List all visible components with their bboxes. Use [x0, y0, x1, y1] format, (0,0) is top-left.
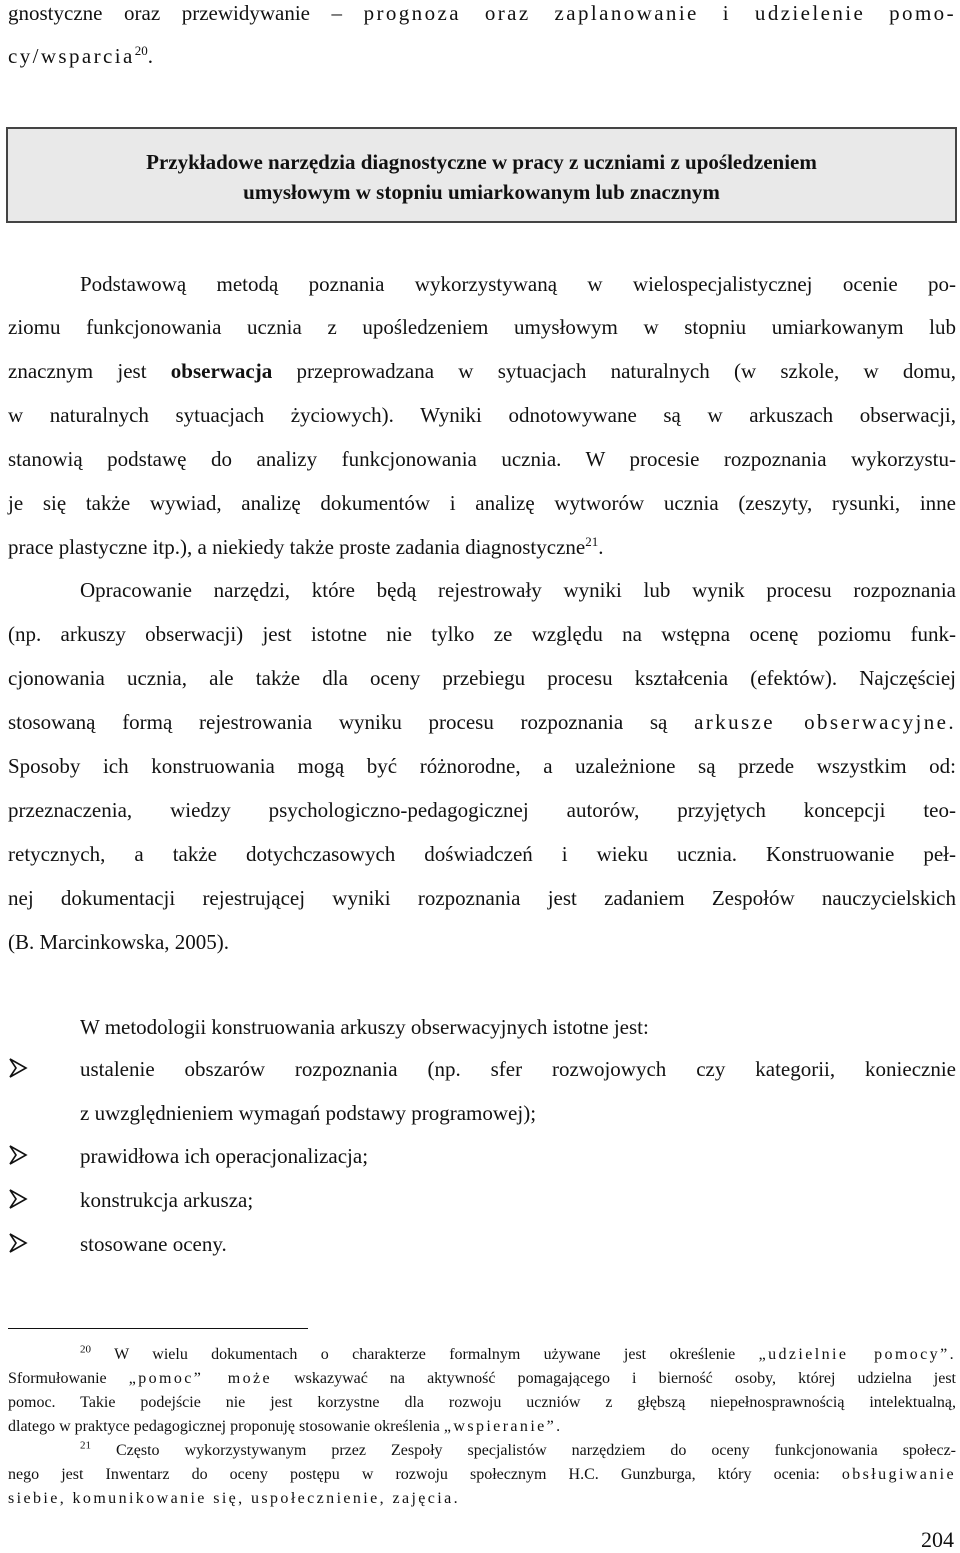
footnote-21-line-2-b: obsługiwanie	[841, 1466, 956, 1483]
para2-line-2: (np. arkuszy obserwacji) jest istotne nie tylko ze względu na wstępna ocenę poziomu funk-	[8, 622, 956, 646]
para1-line-7-end: .	[598, 535, 604, 559]
top-line-2	[8, 43, 956, 69]
footnote-20-line-2-a: Sformułowanie	[8, 1370, 129, 1387]
footnote-20-line-1	[80, 1344, 956, 1366]
top-line-1-text: gnostyczne oraz przewidywanie –	[8, 1, 364, 25]
arrowhead-bullet-icon	[8, 1231, 28, 1255]
footnote-21-number: 21	[80, 1439, 91, 1452]
footnote-20-line-1-a: W wielu dokumentach o charakterze formalnym używane jest określenie	[91, 1346, 759, 1363]
footnote-21-line-3: siebie, komunikowanie się, uspołecznienie, zajęcia.	[8, 1490, 461, 1507]
para1-line-4: w naturalnych sytuacjach życiowych). Wyniki odnotowywane są w arkuszach obserwacji,	[8, 403, 956, 427]
section-heading-box	[6, 127, 957, 223]
para2-line-4-a: stosowaną formą rejestrowania wyniku procesu rozpoznania są	[8, 710, 695, 734]
para2-line-6: przeznaczenia, wiedzy psychologiczno-pedagogicznej autorów, przyjętych koncepcji teo-	[8, 798, 956, 822]
list-intro: W metodologii konstruowania arkuszy obserwacyjnych istotne jest:	[80, 1015, 649, 1039]
footnote-20-line-3: pomoc. Takie podejście nie jest korzystne dla rozwoju uczniów z głębszą niepełnosprawnością intelektualną,	[8, 1394, 956, 1411]
para1-line-3-a: znacznym jest	[8, 359, 171, 383]
footnote-separator	[8, 1328, 308, 1329]
para1-line-3-c: przeprowadzana w sytuacjach naturalnych (w szkole, w domu,	[272, 359, 956, 383]
top-line-1-spaced-text: prognoza oraz zaplanowanie i udzielenie pomo-	[363, 1, 956, 25]
footnote-21-line-1	[80, 1440, 956, 1462]
footnote-21-line-2	[8, 1464, 956, 1486]
para2-line-8: nej dokumentacji rejestrującej wyniki rozpoznania jest zadaniem Zespołów nauczycielskich	[8, 886, 956, 910]
para1-line-5: stanowią podstawę do analizy funkcjonowania ucznia. W procesie rozpoznania wykorzystu-	[8, 447, 956, 471]
para2-line-1: Opracowanie narzędzi, które będą rejestrowały wyniki lub wynik procesu rozpoznania	[80, 578, 956, 602]
para1-line-3	[8, 358, 956, 384]
section-heading-line-1: Przykładowe narzędzia diagnostyczne w pracy z uczniami z upośledzeniem	[146, 150, 817, 174]
keyword-arkusze-obserwacyjne: arkusze obserwacyjne.	[694, 710, 956, 734]
list-item-1-line-2: z uwzględnieniem wymagań podstawy programowej);	[80, 1101, 537, 1125]
footnote-20-line-2-b: „pomoc” może	[128, 1370, 273, 1387]
para1-line-1: Podstawową metodą poznania wykorzystywaną w wielospecjalistycznej ocenie po-	[80, 272, 956, 296]
footnote-20-number: 20	[80, 1343, 91, 1356]
list-item-2: prawidłowa ich operacjonalizacja;	[80, 1144, 369, 1168]
arrowhead-bullet-icon	[8, 1143, 28, 1167]
para2-line-5: Sposoby ich konstruowania mogą być różnorodne, a uzależnione są przede wszystkim od:	[8, 754, 956, 778]
footnote-21-line-2-a: nego jest Inwentarz do oceny postępu w rozwoju społecznym H.C. Gunzburga, który ocenia:	[8, 1466, 842, 1483]
list-item-4: stosowane oceny.	[80, 1232, 227, 1256]
list-item-3: konstrukcja arkusza;	[80, 1188, 254, 1212]
para1-line-7	[8, 534, 956, 560]
para1-line-7-a: prace plastyczne itp.), a niekiedy także proste zadania diagnostyczne	[8, 535, 586, 559]
top-line-2-end: .	[147, 44, 153, 68]
footnote-ref-20[interactable]: 20	[134, 43, 148, 58]
para2-line-4	[8, 709, 956, 735]
footnote-20-line-4-a: dlatego w praktyce pedagogicznej proponuję stosowanie określenia	[8, 1418, 444, 1435]
footnote-ref-21[interactable]: 21	[585, 534, 599, 549]
footnote-20-line-2-c: wskazywać na aktywność pomagającego i bierność osoby, której udzielna jest	[272, 1370, 956, 1387]
list-item-1-line-1: ustalenie obszarów rozpoznania (np. sfer rozwojowych czy kategorii, koniecznie	[80, 1057, 956, 1081]
section-heading-line-2: umysłowym w stopniu umiarkowanym lub znacznym	[243, 180, 720, 204]
top-line-1	[8, 0, 956, 26]
para1-line-6: je się także wywiad, analizę dokumentów i analizę wytworów ucznia (zeszyty, rysunki, inne	[8, 491, 956, 515]
para1-line-2: ziomu funkcjonowania ucznia z upośledzeniem umysłowym w stopniu umiarkowanym lub	[8, 315, 956, 339]
keyword-obserwacja: obserwacja	[170, 359, 273, 383]
arrowhead-bullet-icon	[8, 1187, 28, 1211]
arrowhead-bullet-icon	[8, 1056, 28, 1080]
top-line-2-text: cy/wsparcia	[8, 44, 135, 68]
para2-line-7: retycznych, a także dotychczasowych doświadczeń i wieku ucznia. Konstruowanie peł-	[8, 842, 956, 866]
page-number: 204	[921, 1527, 954, 1552]
para2-line-9: (B. Marcinkowska, 2005).	[8, 930, 230, 954]
footnote-20-quote: „udzielnie pomocy”.	[758, 1346, 956, 1363]
footnote-20-line-2	[8, 1368, 956, 1390]
footnote-20-line-4-b: „wspieranie”.	[443, 1418, 563, 1435]
para2-line-3: cjonowania ucznia, ale także dla oceny przebiegu procesu kształcenia (efektów). Najczęściej	[8, 666, 956, 690]
footnote-21-line-1-text: Często wykorzystywanym przez Zespoły specjalistów narzędziem do oceny funkcjonowania społecz-	[91, 1442, 956, 1459]
footnote-20-line-4	[8, 1416, 956, 1438]
